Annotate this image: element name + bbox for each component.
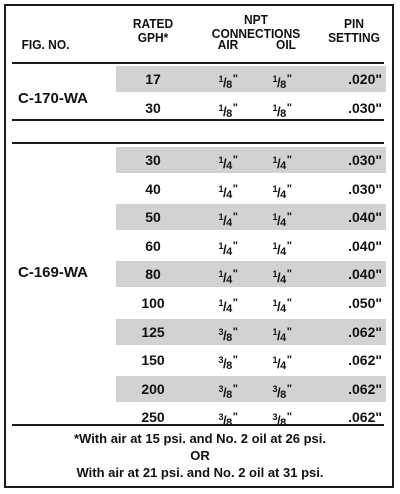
fraction-denominator: 4: [280, 274, 286, 287]
rated-gph-cell: 30: [145, 99, 161, 116]
pin-setting-cell: .030": [348, 99, 382, 116]
inch-mark: ": [286, 268, 292, 281]
fraction-slash: /: [223, 327, 227, 343]
oil-connection-cell: [254, 66, 310, 92]
inch-mark: ": [232, 411, 238, 424]
fraction-denominator: 4: [280, 188, 286, 201]
fraction: [219, 212, 238, 228]
fraction-denominator: 8: [226, 360, 232, 373]
inch-mark: ": [232, 325, 238, 338]
fraction: [219, 412, 238, 428]
header-rated: RATED: [132, 16, 174, 31]
fraction-slash: /: [223, 299, 227, 314]
header-fig-no: FIG. NO.: [21, 37, 70, 52]
air-connection-cell: [200, 290, 256, 316]
rated-gph-cell: 80: [145, 266, 161, 283]
fraction-numerator: 1: [218, 155, 224, 165]
footnote-or: OR: [190, 448, 210, 463]
fraction: [219, 74, 238, 90]
pin-setting-cell: .040": [348, 266, 382, 283]
fraction-numerator: 3: [272, 412, 278, 423]
fraction-numerator: 1: [272, 102, 278, 113]
rated-gph-cell: 40: [145, 180, 161, 197]
header-pin: PIN: [344, 16, 364, 31]
air-connection-cell: [200, 376, 256, 402]
rated-gph-cell: 250: [141, 409, 165, 426]
fraction-slash: /: [277, 103, 281, 119]
inch-mark: ": [232, 73, 238, 85]
fraction: [219, 155, 238, 171]
fraction-numerator: 1: [272, 269, 278, 280]
pin-setting-cell: .062": [348, 409, 382, 426]
pin-setting-cell: .062": [348, 323, 382, 340]
fraction-numerator: 1: [272, 212, 278, 223]
air-connection-cell: [200, 319, 256, 345]
fraction-denominator: 4: [280, 331, 286, 344]
inch-mark: ": [232, 211, 238, 224]
oil-connection-cell: [254, 290, 310, 316]
inch-mark: ": [232, 154, 238, 166]
fraction-numerator: 1: [218, 240, 224, 251]
inch-mark: ": [286, 211, 292, 224]
pin-setting-cell: .030": [348, 152, 382, 168]
oil-connection-cell: [254, 404, 310, 430]
rated-gph-cell: 17: [145, 71, 161, 87]
fraction-slash: /: [277, 156, 281, 171]
oil-connection-cell: [254, 176, 310, 202]
pin-setting-cell: .040": [348, 237, 382, 254]
rated-gph-cell: 50: [145, 209, 161, 226]
air-connection-cell: [200, 404, 256, 430]
fraction-denominator: 8: [226, 79, 232, 91]
inch-mark: ": [286, 182, 292, 195]
fraction: [273, 384, 292, 400]
fraction: [273, 212, 292, 228]
fig-number: C-170-WA: [18, 90, 89, 107]
oil-connection-cell: [254, 204, 310, 230]
oil-connection-cell: [254, 376, 310, 402]
inch-mark: ": [232, 268, 238, 281]
fraction-numerator: 3: [218, 412, 224, 423]
fraction: [273, 355, 292, 371]
fraction-denominator: 8: [226, 331, 232, 344]
fraction-denominator: 4: [226, 160, 232, 172]
fraction-denominator: 8: [280, 79, 286, 91]
fraction: [273, 155, 292, 171]
rated-gph-cell: 125: [141, 323, 165, 340]
fraction-slash: /: [277, 413, 281, 429]
fraction-slash: /: [223, 413, 227, 429]
fraction-slash: /: [277, 213, 281, 229]
fraction-slash: /: [223, 356, 227, 372]
fraction: [219, 355, 238, 371]
fraction-slash: /: [277, 75, 281, 90]
fraction-slash: /: [277, 299, 281, 314]
fraction-denominator: 8: [280, 107, 286, 120]
inch-mark: ": [286, 239, 292, 252]
air-connection-cell: [200, 233, 256, 259]
air-connection-cell: [200, 95, 256, 121]
header-setting: SETTING: [328, 30, 380, 45]
fraction-denominator: 4: [280, 303, 286, 315]
inch-mark: ": [232, 354, 238, 367]
fraction-slash: /: [277, 241, 281, 257]
fraction-slash: /: [277, 356, 281, 372]
fraction-slash: /: [223, 75, 227, 90]
fraction-numerator: 3: [218, 355, 224, 366]
inch-mark: ": [286, 297, 292, 309]
fraction-denominator: 8: [226, 107, 232, 120]
air-connection-cell: [200, 261, 256, 287]
fraction: [273, 241, 292, 257]
fraction-numerator: 3: [272, 383, 278, 394]
fraction: [273, 103, 292, 119]
rated-gph-cell: 100: [141, 295, 165, 311]
fraction-denominator: 4: [226, 188, 232, 201]
inch-mark: ": [232, 382, 238, 395]
fraction: [219, 298, 238, 314]
fraction-denominator: 4: [226, 274, 232, 287]
fraction: [219, 184, 238, 200]
pin-setting-cell: .062": [348, 352, 382, 369]
fraction-numerator: 1: [272, 298, 278, 308]
inch-mark: ": [232, 182, 238, 195]
fraction-numerator: 1: [218, 212, 224, 223]
pin-setting-cell: .030": [348, 180, 382, 197]
pin-setting-cell: .020": [348, 71, 382, 87]
inch-mark: ": [286, 325, 292, 338]
pin-setting-cell: .040": [348, 209, 382, 226]
fig-number: C-169-WA: [18, 264, 89, 281]
fraction-denominator: 8: [226, 388, 232, 401]
header-rule: [12, 62, 384, 64]
air-connection-cell: [200, 66, 256, 92]
fraction: [273, 412, 292, 428]
footnote-line-1: *With air at 15 psi. and No. 2 oil at 26 psi.: [73, 431, 326, 446]
fraction-denominator: 4: [280, 360, 286, 373]
footnote-line-2: With air at 21 psi. and No. 2 oil at 31 psi.: [76, 465, 324, 480]
rated-gph-cell: 60: [145, 237, 161, 254]
fraction-numerator: 3: [218, 326, 224, 337]
fraction: [273, 327, 292, 343]
inch-mark: ": [286, 154, 292, 166]
air-connection-cell: [200, 204, 256, 230]
header-air: AIR: [217, 37, 239, 52]
oil-connection-cell: [254, 233, 310, 259]
fraction-numerator: 1: [272, 240, 278, 251]
fraction-denominator: 8: [280, 417, 286, 430]
pin-setting-cell: .050": [348, 295, 382, 311]
fraction-numerator: 1: [218, 298, 224, 308]
fraction-numerator: 1: [272, 74, 278, 84]
fraction-numerator: 1: [272, 155, 278, 165]
fraction-denominator: 4: [280, 245, 286, 258]
fraction-numerator: 1: [218, 183, 224, 194]
rated-gph-cell: 30: [145, 152, 161, 168]
fraction-slash: /: [277, 184, 281, 200]
fraction-numerator: 1: [272, 326, 278, 337]
fraction-denominator: 4: [280, 217, 286, 230]
fraction: [273, 269, 292, 285]
fraction-slash: /: [223, 241, 227, 257]
inch-mark: ": [286, 382, 292, 395]
fraction: [273, 298, 292, 314]
fraction-numerator: 3: [218, 383, 224, 394]
fraction-slash: /: [277, 384, 281, 400]
fraction: [273, 184, 292, 200]
fraction-slash: /: [277, 270, 281, 286]
fraction-denominator: 4: [280, 160, 286, 172]
fraction-denominator: 8: [280, 388, 286, 401]
fraction: [219, 269, 238, 285]
fraction-denominator: 4: [226, 245, 232, 258]
header-oil: OIL: [276, 37, 296, 52]
pin-setting-cell: .062": [348, 380, 382, 397]
inch-mark: ": [232, 297, 238, 309]
fraction-slash: /: [223, 270, 227, 286]
fraction-numerator: 1: [272, 183, 278, 194]
rated-gph-cell: 150: [141, 352, 165, 369]
fraction: [219, 384, 238, 400]
fraction-numerator: 1: [272, 355, 278, 366]
fraction-slash: /: [223, 213, 227, 229]
oil-connection-cell: [254, 95, 310, 121]
inch-mark: ": [286, 73, 292, 85]
fraction-numerator: 1: [218, 102, 224, 113]
oil-connection-cell: [254, 319, 310, 345]
fraction-slash: /: [223, 156, 227, 171]
oil-connection-cell: [254, 147, 310, 173]
inch-mark: ": [286, 101, 292, 114]
fraction: [273, 74, 292, 90]
fraction-numerator: 1: [218, 74, 224, 84]
header-gph: GPH*: [137, 30, 169, 45]
fraction: [219, 103, 238, 119]
header-npt-connections: NPT CONNECTIONS: [211, 12, 301, 41]
fraction: [219, 241, 238, 257]
oil-connection-cell: [254, 347, 310, 373]
fraction-slash: /: [277, 327, 281, 343]
air-connection-cell: [200, 147, 256, 173]
inch-mark: ": [286, 411, 292, 424]
air-connection-cell: [200, 347, 256, 373]
inch-mark: ": [232, 239, 238, 252]
rated-gph-cell: 200: [141, 380, 165, 397]
fraction: [219, 327, 238, 343]
fraction-slash: /: [223, 103, 227, 119]
fraction-numerator: 1: [218, 269, 224, 280]
inch-mark: ": [286, 354, 292, 367]
fraction-denominator: 4: [226, 217, 232, 230]
inch-mark: ": [232, 101, 238, 114]
group-separator-bottom: [12, 142, 384, 144]
oil-connection-cell: [254, 261, 310, 287]
fraction-denominator: 8: [226, 417, 232, 430]
fraction-slash: /: [223, 184, 227, 200]
air-connection-cell: [200, 176, 256, 202]
fraction-denominator: 4: [226, 303, 232, 315]
fraction-slash: /: [223, 384, 227, 400]
